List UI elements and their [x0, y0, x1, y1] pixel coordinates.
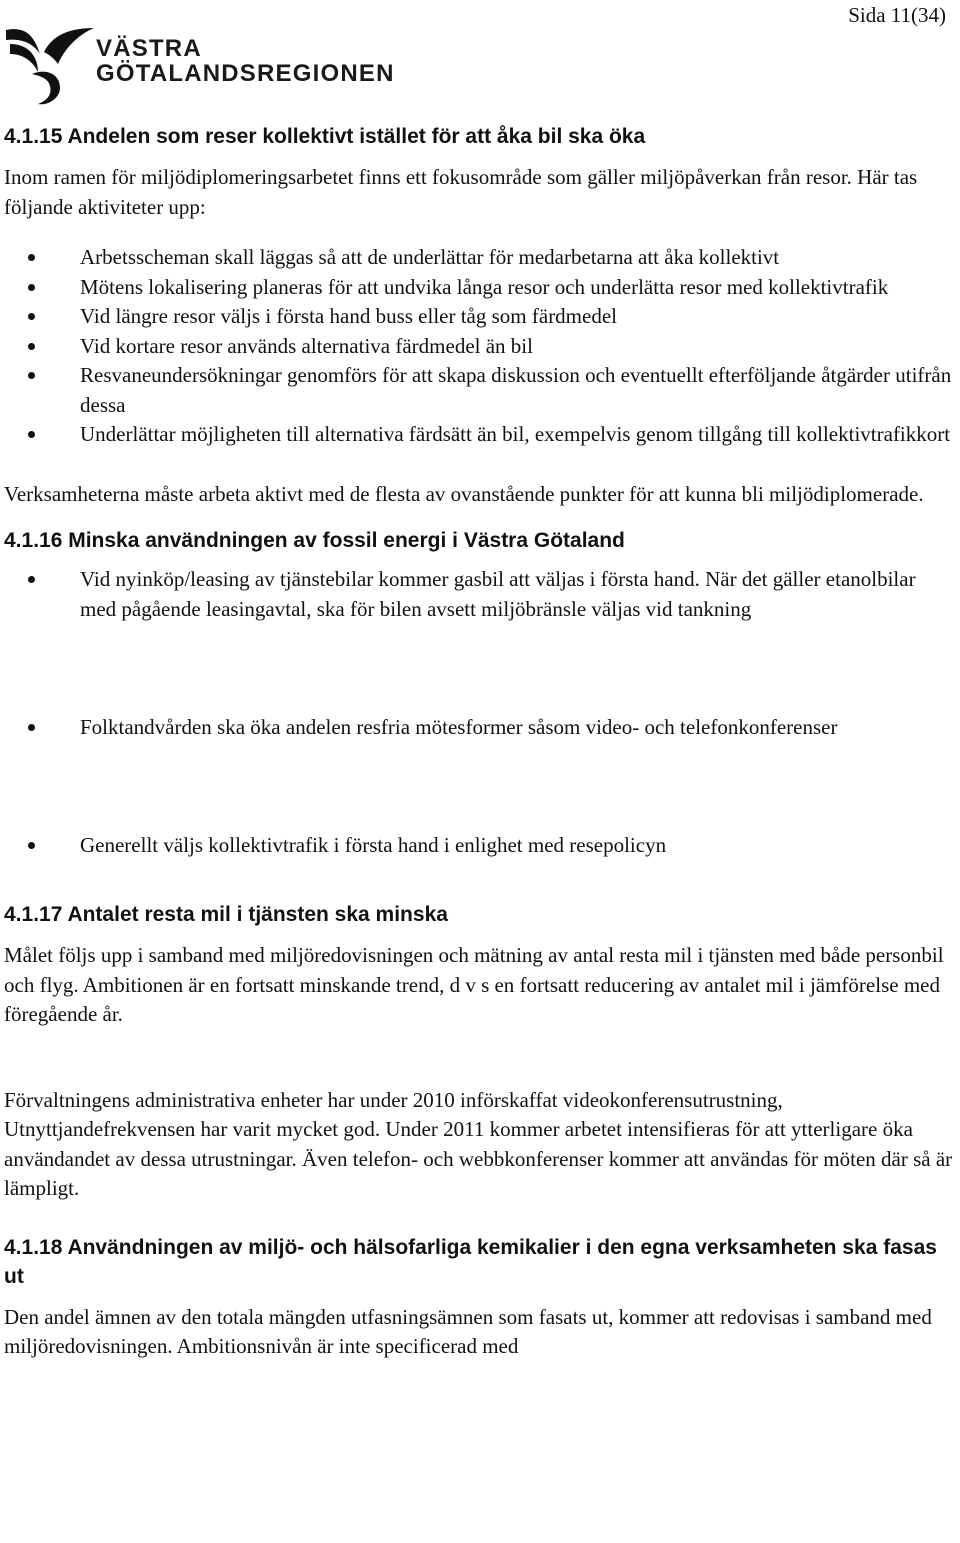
bullet-icon — [28, 372, 35, 379]
bullet-icon — [28, 284, 35, 291]
paragraph: Förvaltningens administrativa enheter har under 2010 införskaffat videokonferensutrustning, Utnyttjandefrekvensen har varit mycket god. Under 2011 kommer arbetet intensifieras för att ytterligare öka användandet av dessa utrustningar. Även telefon- och webbkonferenser kommer att användas för möten där så är lämpligt. — [4, 1087, 953, 1200]
heading-4-1-15: 4.1.15 Andelen som reser kollektivt istället för att åka bil ska öka — [4, 125, 646, 148]
paragraph: Målet följs upp i samband med miljöredovisningen och mätning av antal resta mil i tjänsten med både personbil och flyg. Ambitionen är en fortsatt minskande trend, d v s en fortsatt reducering av antalet mil i jämförelse med föregående år. — [4, 943, 944, 1026]
vgr-sail-logo-icon — [4, 24, 96, 106]
heading-4-1-18: 4.1.18 Användningen av miljö- och hälsofarliga kemikalier i den egna verksamheten ska fasas ut — [4, 1235, 937, 1288]
closing-paragraph: Verksamheterna måste arbeta aktivt med de flesta av ovanstående punkter för att kunna bli miljödiplomerade. — [4, 481, 924, 506]
bullet-icon — [28, 313, 35, 320]
heading-4-1-16: 4.1.16 Minska användningen av fossil energi i Västra Götaland — [4, 529, 625, 552]
list-item: Vid längre resor väljs i första hand buss eller tåg som färdmedel — [4, 302, 954, 332]
bullet-icon — [28, 431, 35, 438]
bullet-list-fossil — [4, 565, 954, 860]
bullet-list-travel — [4, 243, 954, 450]
logo-line-1: VÄSTRA — [96, 35, 202, 62]
bullet-icon — [28, 254, 35, 261]
list-item: Vid kortare resor används alternativa färdmedel än bil — [4, 332, 954, 362]
list-item: Folktandvården ska öka andelen resfria mötesformer såsom video- och telefonkonferenser — [4, 713, 954, 743]
vgr-logo — [4, 24, 395, 106]
page-number: Sida 11(34) — [848, 3, 946, 27]
logo-wordmark — [96, 36, 395, 86]
bullet-icon — [28, 576, 35, 583]
bullet-icon — [28, 343, 35, 350]
document-body — [4, 122, 954, 1362]
heading-4-1-17: 4.1.17 Antalet resta mil i tjänsten ska minska — [4, 903, 448, 926]
bullet-icon — [28, 724, 35, 731]
bullet-icon — [28, 842, 35, 849]
list-item: Vid nyinköp/leasing av tjänstebilar kommer gasbil att väljas i första hand. När det gäller etanolbilar med pågående leasingavtal, ska för bilen avsett miljöbränsle väljas vid tankning — [4, 565, 954, 624]
list-item: Arbetsscheman skall läggas så att de underlättar för medarbetarna att åka kollektivt — [4, 243, 954, 273]
list-item: Underlättar möjligheten till alternativa färdsätt än bil, exempelvis genom tillgång till kollektivtrafikkort — [4, 420, 954, 450]
list-item: Mötens lokalisering planeras för att undvika långa resor och underlätta resor med kollektivtrafik — [4, 273, 954, 303]
list-item: Generellt väljs kollektivtrafik i första hand i enlighet med resepolicyn — [4, 831, 954, 861]
intro-paragraph: Inom ramen för miljödiplomeringsarbetet finns ett fokusområde som gäller miljöpåverkan från resor. Här tas följande aktiviteter upp: — [4, 165, 918, 219]
list-item: Resvaneundersökningar genomförs för att skapa diskussion och eventuellt efterföljande åtgärder utifrån dessa — [4, 361, 954, 420]
paragraph: Den andel ämnen av den totala mängden utfasningsämnen som fasats ut, kommer att redovisas i samband med miljöredovisningen. Ambitionsnivån är inte specificerad med — [4, 1304, 932, 1358]
logo-line-2: GÖTALANDSREGIONEN — [96, 60, 395, 87]
